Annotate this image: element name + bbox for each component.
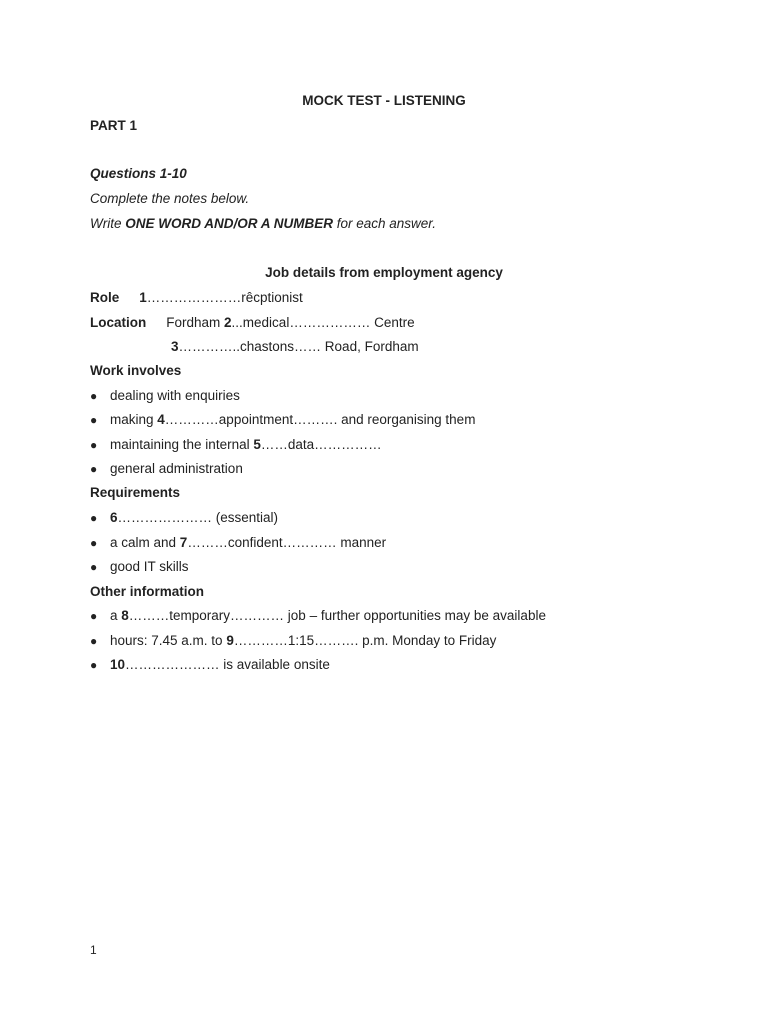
question-10-number: 10: [110, 657, 126, 672]
role-label: Role: [90, 290, 120, 305]
work-heading: Work involves: [90, 363, 182, 378]
bullet-icon: ●: [90, 634, 98, 648]
list-item-text: good IT skills: [110, 559, 189, 574]
list-item: [110, 461, 243, 477]
question-7-answer: ………confident………… manner: [187, 535, 387, 550]
question-3-answer: …………..chastons…… Road, Fordham: [178, 339, 419, 354]
page-title: MOCK TEST - LISTENING: [302, 93, 466, 108]
notes-title: Job details from employment agency: [265, 265, 503, 280]
question-10-answer: ………………… is available onsite: [125, 657, 330, 672]
list-item-text: hours: 7.45 a.m. to: [110, 633, 227, 648]
bullet-icon: ●: [90, 658, 98, 672]
question-9-answer: …………1:15………. p.m. Monday to Friday: [233, 633, 497, 648]
question-7-number: 7: [179, 535, 188, 550]
bullet-icon: ●: [90, 536, 98, 550]
bullet-icon: ●: [90, 413, 98, 427]
question-1-answer: …………………rêcptionist: [146, 290, 303, 305]
instruction-write-emphasis: ONE WORD AND/OR A NUMBER: [125, 216, 333, 231]
list-item-text: a: [110, 608, 122, 623]
instruction-write-post: for each answer.: [333, 216, 437, 231]
question-4-number: 4: [157, 412, 165, 427]
question-6-number: 6: [110, 510, 118, 525]
location-pre: Fordham: [166, 315, 225, 330]
instruction-write-pre: Write: [90, 216, 126, 231]
instruction-complete: Complete the notes below.: [90, 191, 250, 206]
bullet-icon: ●: [90, 511, 98, 525]
bullet-icon: ●: [90, 389, 98, 403]
list-item: [110, 608, 546, 624]
bullet-icon: ●: [90, 462, 98, 476]
question-4-answer: …………appointment………. and reorganising them: [164, 412, 476, 427]
bullet-icon: ●: [90, 609, 98, 623]
question-2-answer: ...medical……………… Centre: [231, 315, 415, 330]
list-item-text: making: [110, 412, 158, 427]
question-8-answer: ………temporary………… job – further opportunities may be available: [128, 608, 546, 623]
bullet-icon: ●: [90, 438, 98, 452]
location-row-2: [171, 339, 419, 355]
question-2-number: 2: [224, 315, 232, 330]
list-item-text: dealing with enquiries: [110, 388, 240, 403]
page-number: 1: [90, 943, 97, 957]
question-1-number: 1: [139, 290, 147, 305]
part-heading: PART 1: [90, 118, 138, 133]
list-item-text: a calm and: [110, 535, 180, 550]
list-item: [110, 633, 496, 649]
question-5-answer: ……data……………: [260, 437, 382, 452]
list-item-text: maintaining the internal: [110, 437, 254, 452]
list-item: [110, 535, 386, 551]
other-heading: Other information: [90, 584, 204, 599]
list-item: [110, 437, 382, 453]
list-item: [110, 559, 189, 575]
questions-heading: Questions 1-10: [90, 166, 187, 181]
question-8-number: 8: [121, 608, 129, 623]
list-item: [110, 657, 330, 673]
list-item: [110, 412, 475, 428]
requirements-heading: Requirements: [90, 485, 181, 500]
location-label: Location: [90, 315, 147, 330]
list-item-text: general administration: [110, 461, 243, 476]
question-5-number: 5: [253, 437, 261, 452]
question-6-answer: ………………… (essential): [117, 510, 279, 525]
question-9-number: 9: [226, 633, 234, 648]
question-3-number: 3: [171, 339, 179, 354]
location-row: [90, 315, 415, 331]
bullet-icon: ●: [90, 560, 98, 574]
role-row: [90, 290, 303, 306]
list-item: [110, 388, 240, 404]
instruction-write: [90, 216, 436, 232]
list-item: [110, 510, 278, 526]
